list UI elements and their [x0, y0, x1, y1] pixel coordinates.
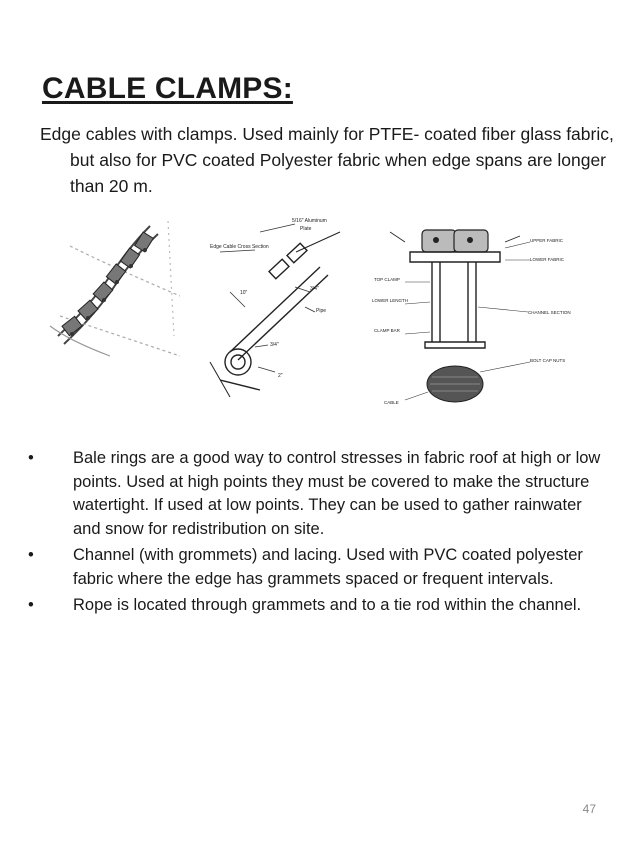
bullet-text: Rope is located through grammets and to a tie rod within the channel. — [73, 596, 582, 614]
bullet-marker: • — [28, 449, 34, 467]
label-clamp-bar: CLAMP BAR — [374, 328, 400, 333]
figures-row — [50, 212, 571, 442]
bullet-marker: • — [28, 546, 34, 564]
intro-paragraph: Edge cables with clamps. Used mainly for PTFE- coated fiber glass fabric, but also for PVC coated Polyester fabric when edge spans are longer than 20 m. — [40, 124, 614, 196]
figure-channel-clamp-section — [370, 212, 571, 422]
label-upper-fabric: UPPER FABRIC — [530, 238, 564, 243]
bullet-text: Bale rings are a good way to control stresses in fabric roof at high or low points. Used at high points they must be covered to make the structure watertight. If used at low points. They can be used to gather rainwater and snow for redistribution on site. — [73, 449, 601, 538]
label-dim-a: 10" — [240, 290, 248, 296]
label-dim-c: 2" — [278, 373, 283, 379]
bullet-marker: • — [28, 596, 34, 614]
bullet-text: Channel (with grommets) and lacing. Used with PVC coated polyester fabric where the edge has grammets spaced or frequent intervals. — [73, 546, 583, 588]
slide-title: CABLE CLAMPS: — [42, 72, 293, 105]
label-dim-d: 3/4" — [270, 342, 279, 348]
label-bolt: BOLT CAP NUTS — [530, 358, 566, 363]
figure-edge-clamp-series — [50, 216, 190, 366]
label-top-clamp: TOP CLAMP — [374, 277, 400, 282]
bullet-list — [28, 447, 613, 621]
label-lower-length: LOWER LENGTH — [372, 298, 409, 303]
bullet-item — [28, 447, 613, 541]
label-cross-section: Edge Cable Cross Section — [210, 244, 269, 250]
label-cable: CABLE — [384, 400, 399, 405]
label-plate: Plate — [300, 226, 312, 232]
figure-edge-cable-cross-section — [200, 212, 350, 402]
label-dim-b: 3/4" — [310, 286, 319, 292]
page-number: 47 — [582, 802, 596, 816]
label-pipe: Pipe — [316, 308, 327, 314]
bullet-item — [28, 594, 613, 618]
label-lower-fabric: LOWER FABRIC — [530, 257, 565, 262]
label-channel-section: CHANNEL SECTION — [528, 310, 571, 315]
bullet-item — [28, 544, 613, 591]
label-aluminum: 5/16" Aluminum — [292, 218, 327, 224]
